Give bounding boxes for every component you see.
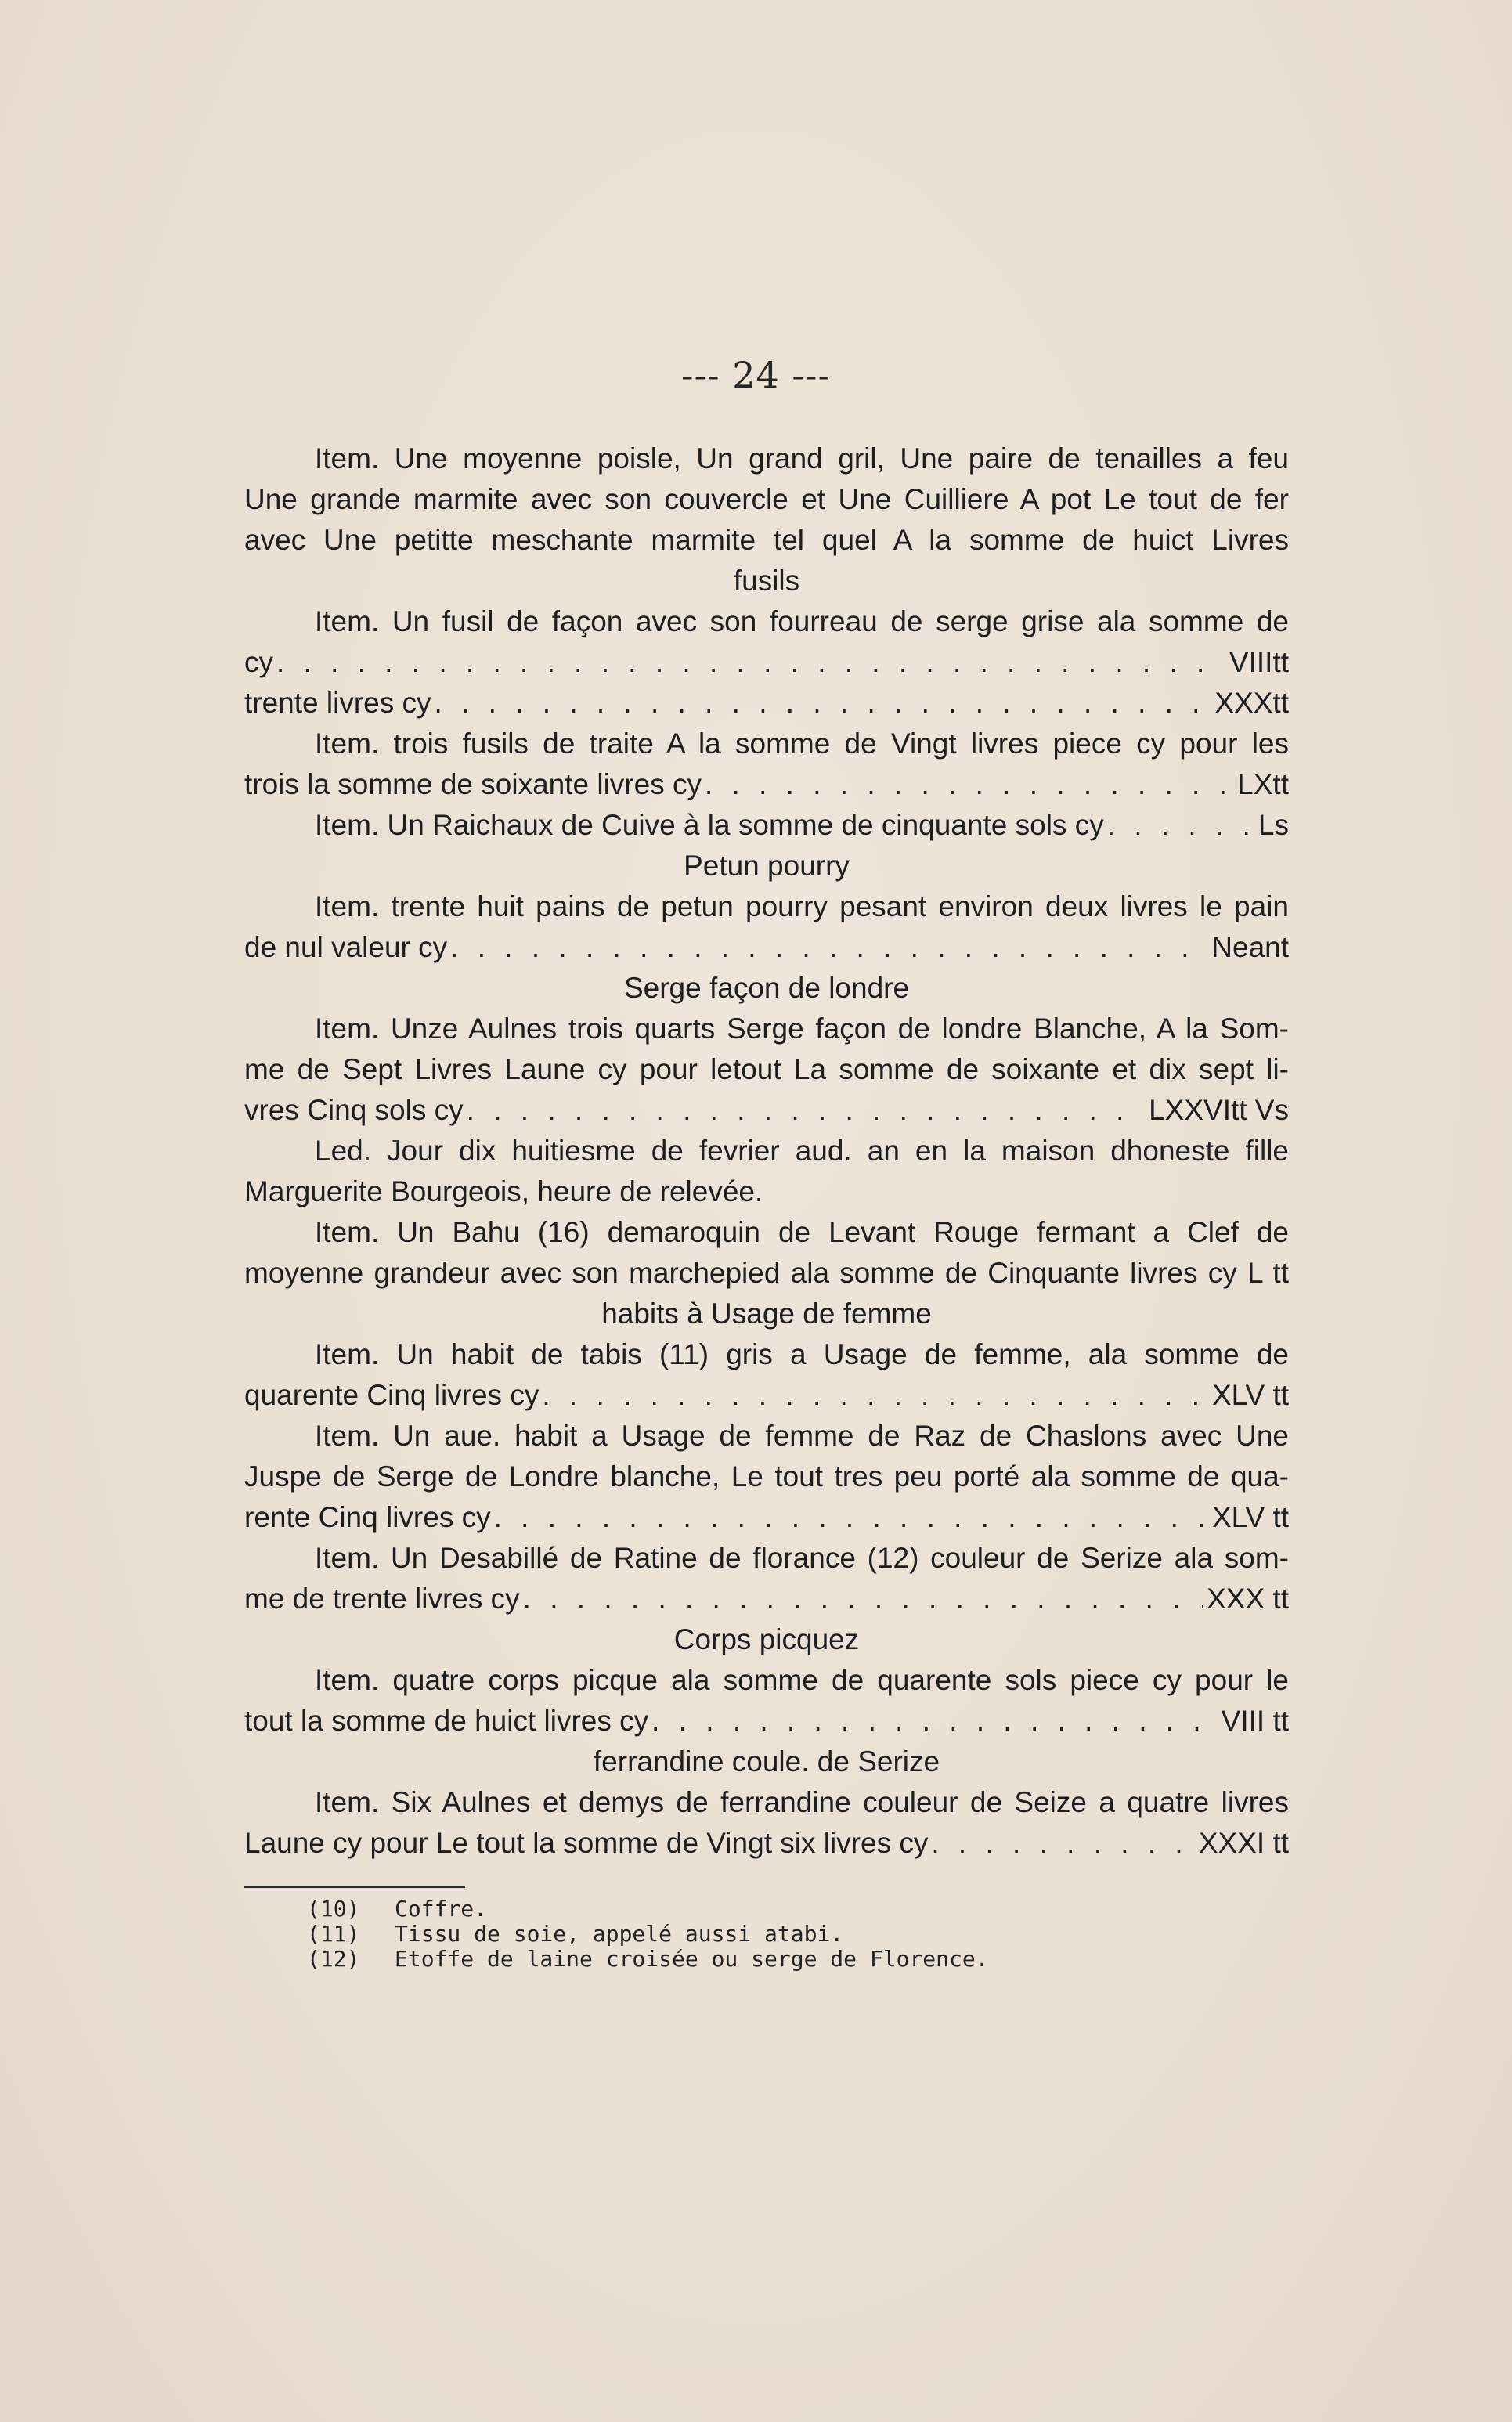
- page-number: --- 24 ---: [680, 354, 832, 396]
- dot-leader: [648, 1701, 1218, 1742]
- dot-leader: [520, 1579, 1203, 1619]
- text-line: Item. Un Desabillé de Ratine de florance (12) couleur de Serize ala som-: [315, 1542, 1289, 1574]
- ledger-line: [244, 1579, 1289, 1619]
- ledger-line: [244, 927, 1289, 968]
- dot-leader: [447, 927, 1208, 968]
- ledger-text: trente livres cy: [244, 687, 431, 719]
- ledger-amount: XXXI tt: [1198, 1827, 1289, 1859]
- ledger-text: rente Cinq livres cy: [244, 1501, 491, 1533]
- section-heading: fusils: [733, 565, 800, 597]
- footnotes: [307, 1897, 989, 1972]
- ledger-line: [244, 764, 1289, 805]
- text-line: Item. Une moyenne poisle, Un grand gril, Une paire de tenailles a feu: [315, 442, 1289, 475]
- ledger-line: [244, 1701, 1289, 1742]
- footnote-number: (12): [307, 1946, 360, 1972]
- ledger-amount: XXX tt: [1207, 1583, 1289, 1615]
- ledger-text: trois la somme de soixante livres cy: [244, 768, 702, 800]
- ledger-amount: XXXtt: [1214, 687, 1289, 719]
- dot-leader: [928, 1823, 1195, 1864]
- footnote: [307, 1922, 989, 1947]
- text-line: Item. Six Aulnes et demys de ferrandine couleur de Seize a quatre livres: [315, 1786, 1289, 1818]
- body-text: [244, 439, 1289, 1864]
- section-heading: Petun pourry: [684, 850, 850, 882]
- text-line: Item. trente huit pains de petun pourry pesant environ deux livres le pain: [315, 890, 1289, 922]
- ledger-amount: VIII tt: [1221, 1705, 1289, 1737]
- ledger-line: [244, 1823, 1289, 1864]
- section-heading: Serge façon de londre: [623, 972, 910, 1004]
- ledger-amount: LXXVItt Vs: [1149, 1094, 1289, 1126]
- text-line: Item. Un habit de tabis (11) gris a Usage de femme, ala somme de: [315, 1338, 1289, 1370]
- footnote: [307, 1897, 989, 1922]
- dot-leader: [464, 1090, 1146, 1131]
- text-line: moyenne grandeur avec son marchepied ala somme de Cinquante livres cy L tt: [244, 1257, 1289, 1289]
- text-line: Item. quatre corps picque ala somme de quarente sols piece cy pour le: [315, 1664, 1289, 1696]
- ledger-line: [244, 642, 1289, 683]
- footnote-rule: [244, 1886, 465, 1888]
- text-line: Une grande marmite avec son couvercle et Une Cuilliere A pot Le tout de fer: [244, 483, 1289, 515]
- ledger-text: Laune cy pour Le tout la somme de Vingt six livres cy: [244, 1827, 929, 1859]
- text-line: Item. Un Bahu (16) demaroquin de Levant Rouge fermant a Clef de: [315, 1216, 1289, 1248]
- ledger-line: [244, 805, 1289, 846]
- text-line: Marguerite Bourgeois, heure de relevée.: [244, 1175, 763, 1207]
- ledger-amount: XLV tt: [1211, 1379, 1289, 1411]
- ledger-line: [244, 683, 1289, 724]
- ledger-amount: XLV tt: [1211, 1501, 1289, 1533]
- ledger-text: me de trente livres cy: [244, 1583, 520, 1615]
- dot-leader: [431, 683, 1212, 724]
- ledger-amount: LXtt: [1237, 768, 1289, 800]
- ledger-amount: Ls: [1258, 809, 1289, 841]
- text-line: Item. Un aue. habit a Usage de femme de Raz de Chaslons avec Une: [315, 1420, 1289, 1452]
- ledger-line: [244, 1090, 1289, 1131]
- footnote-text: Etoffe de laine croisée ou serge de Florence.: [395, 1946, 989, 1972]
- ledger-amount: VIIItt: [1229, 646, 1289, 678]
- text-line: Item. Un fusil de façon avec son fourreau de serge grise ala somme de: [315, 605, 1289, 637]
- ledger-text: de nul valeur cy: [244, 931, 448, 963]
- footnote-text: Coffre.: [395, 1896, 488, 1922]
- ledger-text: Item. Un Raichaux de Cuive à la somme de cinquante sols cy: [315, 809, 1104, 841]
- text-line: Item. Unze Aulnes trois quarts Serge façon de londre Blanche, A la Som-: [315, 1012, 1289, 1045]
- dot-leader: [273, 642, 1226, 683]
- dot-leader: [491, 1497, 1209, 1538]
- ledger-text: tout la somme de huict livres cy: [244, 1705, 649, 1737]
- ledger-line: [244, 1497, 1289, 1538]
- ledger-text: cy: [244, 646, 273, 678]
- text-line: Juspe de Serge de Londre blanche, Le tout tres peu porté ala somme de qua-: [244, 1460, 1289, 1493]
- text-line: avec Une petitte meschante marmite tel quel A la somme de huict Livres: [244, 524, 1289, 556]
- text-line: Item. trois fusils de traite A la somme de Vingt livres piece cy pour les: [315, 727, 1289, 760]
- ledger-text: quarente Cinq livres cy: [244, 1379, 539, 1411]
- footnote: [307, 1947, 989, 1972]
- text-line: Led. Jour dix huitiesme de fevrier aud. an en la maison dhoneste fille: [315, 1135, 1289, 1167]
- dot-leader: [1104, 805, 1255, 846]
- section-heading: Corps picquez: [673, 1623, 860, 1655]
- ledger-amount: Neant: [1211, 931, 1289, 963]
- ledger-text: vres Cinq sols cy: [244, 1094, 464, 1126]
- text-line: me de Sept Livres Laune cy pour letout La somme de soixante et dix sept li-: [244, 1053, 1289, 1085]
- footnote-number: (11): [307, 1921, 360, 1947]
- section-heading: ferrandine coule. de Serize: [593, 1745, 940, 1778]
- footnote-text: Tissu de soie, appelé aussi atabi.: [395, 1921, 844, 1947]
- dot-leader: [702, 764, 1234, 805]
- dot-leader: [539, 1375, 1209, 1416]
- section-heading: habits à Usage de femme: [601, 1298, 932, 1330]
- ledger-line: [244, 1375, 1289, 1416]
- footnote-number: (10): [307, 1896, 360, 1922]
